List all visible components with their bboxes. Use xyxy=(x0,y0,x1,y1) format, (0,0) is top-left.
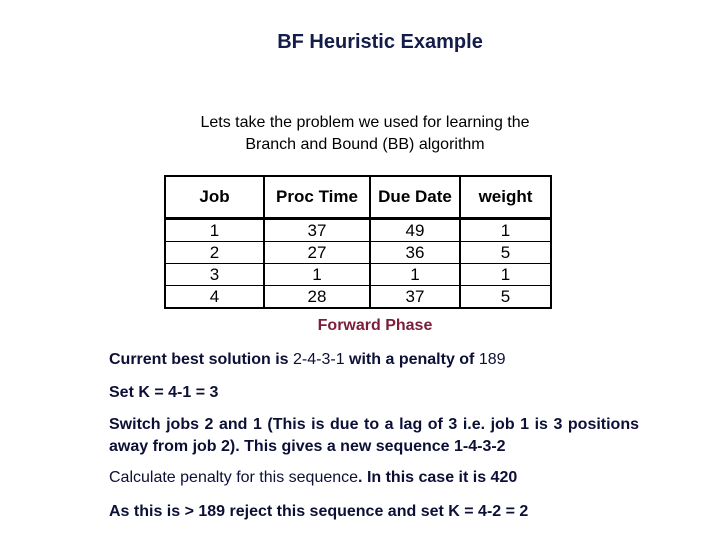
cell-proc-time: 1 xyxy=(264,264,370,286)
table-row xyxy=(165,286,551,309)
forward-phase-heading: Forward Phase xyxy=(317,317,433,334)
switch-jobs-body: Switch jobs 2 and 1 (This is due to a lag of 3 i.e. job 1 is 3 positions away from job 2). This gives a new sequence xyxy=(109,416,639,455)
header-due-date: Due Date xyxy=(370,176,460,219)
cell-proc-time: 37 xyxy=(264,219,370,242)
cell-job: 4 xyxy=(165,286,264,309)
calculate-penalty-result: . In this case it is 420 xyxy=(358,469,518,486)
header-weight: weight xyxy=(460,176,551,219)
best-solution-sequence: 2-4-3-1 xyxy=(293,351,345,368)
slide-title: BF Heuristic Example xyxy=(277,31,483,53)
cell-proc-time: 28 xyxy=(264,286,370,309)
jobs-table xyxy=(164,175,552,309)
best-solution-text xyxy=(109,349,639,371)
best-solution-middle: with a penalty of xyxy=(344,351,479,368)
intro-line-1: Lets take the problem we used for learning the xyxy=(200,114,530,131)
cell-weight: 1 xyxy=(460,264,551,286)
cell-weight: 1 xyxy=(460,219,551,242)
cell-job: 3 xyxy=(165,264,264,286)
cell-due-date: 36 xyxy=(370,242,460,264)
table-row xyxy=(165,264,551,286)
header-job: Job xyxy=(165,176,264,219)
reject-sequence-text: As this is > 189 reject this sequence and set K = 4-2 = 2 xyxy=(109,503,529,520)
cell-due-date: 1 xyxy=(370,264,460,286)
calculate-penalty-prefix: Calculate penalty for this sequence xyxy=(109,469,359,486)
calculate-penalty-text xyxy=(109,467,639,489)
intro-text xyxy=(0,112,720,156)
best-solution-penalty: 189 xyxy=(478,351,506,368)
table-row xyxy=(165,219,551,242)
cell-due-date: 49 xyxy=(370,219,460,242)
cell-due-date: 37 xyxy=(370,286,460,309)
cell-proc-time: 27 xyxy=(264,242,370,264)
table-header-row xyxy=(165,176,551,219)
cell-job: 1 xyxy=(165,219,264,242)
intro-line-2: Branch and Bound (BB) algorithm xyxy=(245,136,485,153)
best-solution-prefix: Current best solution is xyxy=(109,351,294,368)
set-k-text: Set K = 4-1 = 3 xyxy=(109,384,219,401)
cell-weight: 5 xyxy=(460,286,551,309)
switch-jobs-text xyxy=(109,414,639,458)
header-proc-time: Proc Time xyxy=(264,176,370,219)
table-row xyxy=(165,242,551,264)
switch-jobs-sequence: 1-4-3-2 xyxy=(454,438,506,455)
cell-job: 2 xyxy=(165,242,264,264)
cell-weight: 5 xyxy=(460,242,551,264)
